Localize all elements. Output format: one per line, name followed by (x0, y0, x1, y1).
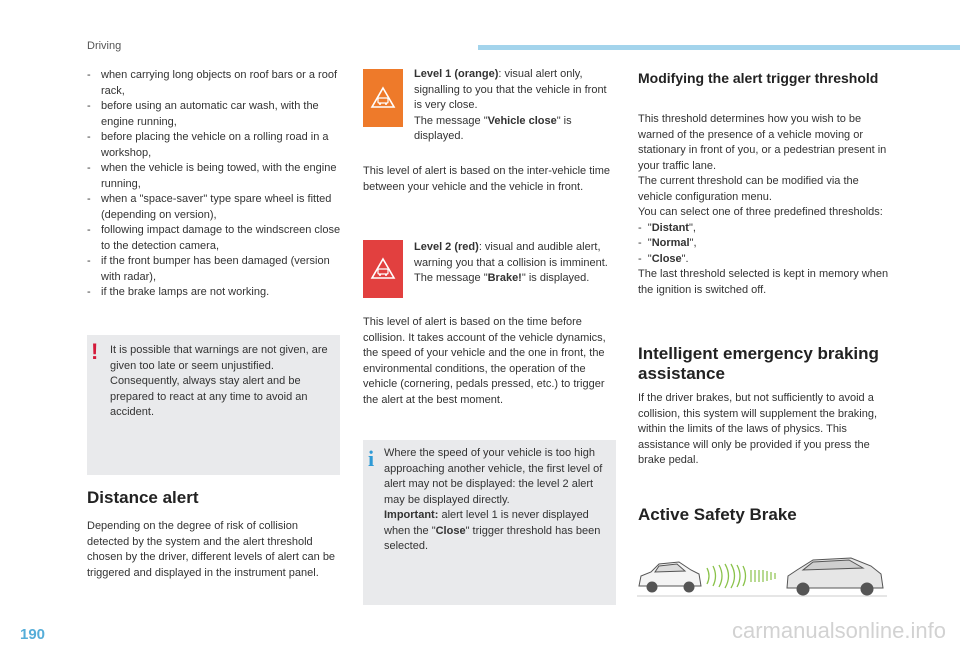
section-title: Driving (87, 40, 122, 52)
level1-alert-image (363, 69, 403, 127)
info-important-label: Important: (384, 509, 439, 521)
threshold-close: Close (651, 252, 682, 265)
info-important-pre: alert level 1 is never displayed when the " (384, 509, 589, 537)
distance-alert-text: Depending on the degree of risk of collision detected by the system and the alert threshold chosen by the driver, different levels of alert can be triggered and displayed in the instrument panel. (87, 520, 336, 579)
info-box (363, 440, 616, 605)
threshold-item: - "Normal", (638, 237, 697, 249)
modify-p4: The last threshold selected is kept in memory when the ignition is switched off. (638, 268, 889, 296)
list-item: - before using an automatic car wash, with the engine running, (87, 99, 347, 130)
level1-desc: : visual alert only, signalling to you that the vehicle in front is very close. (414, 68, 607, 111)
level2-desc: : visual and audible alert, warning you that a collision is imminent. (414, 241, 608, 269)
threshold-suffix: ", (688, 221, 696, 234)
level1-msg-value: Vehicle close (487, 114, 557, 127)
list-item: - when a "space-saver" type spare wheel is fitted (depending on version), (87, 192, 347, 223)
level1-msg-pre: The message " (414, 114, 488, 127)
list-item: - when the vehicle is being towed, with the engine running, (87, 161, 347, 192)
threshold-suffix: ". (681, 252, 689, 265)
info-important-value: Close (435, 524, 466, 537)
watermark: carmanualsonline.info (731, 618, 946, 643)
level2-alert-image (363, 240, 403, 298)
level2-description (414, 240, 609, 287)
threshold-normal: Normal (651, 237, 690, 249)
modify-threshold-heading: Modifying the alert trigger threshold (638, 70, 879, 86)
info-text (384, 446, 609, 555)
vehicle-front-icon (639, 562, 701, 592)
info-icon: i (368, 446, 375, 471)
collision-warning-icon (370, 85, 396, 111)
collision-warning-icon (370, 256, 396, 282)
level1-label: Level 1 (orange) (414, 68, 499, 80)
list-item: - before placing the vehicle on a rolling road in a workshop, (87, 130, 347, 161)
info-important-post: " trigger threshold has been selected. (384, 524, 601, 552)
modify-p1: This threshold determines how you wish to be warned of the presence of a vehicle moving or stationary in front of you, or a pedestrian present in your traffic lane. (638, 113, 887, 172)
distance-markers (751, 570, 775, 582)
level2-msg-value: Brake! (487, 272, 522, 284)
modify-threshold-text (638, 112, 893, 298)
warning-box (87, 335, 340, 475)
intelligent-braking-heading: Intelligent emergency braking assistance (638, 344, 879, 383)
distance-alert-heading: Distance alert (87, 488, 199, 507)
active-safety-brake-diagram (637, 552, 887, 600)
info-text-main: Where the speed of your vehicle is too high approaching another vehicle, the first level of alert may not be displayed: the level 2 alert may be displayed directly. (384, 447, 603, 506)
list-item: - when carrying long objects on roof bars or a roof rack, (87, 68, 347, 99)
list-item: - following impact damage to the windscreen close to the detection camera, (87, 223, 347, 254)
modify-p3: You can select one of three predefined thresholds: (638, 206, 883, 218)
level1-note: This level of alert is based on the inter-vehicle time between your vehicle and the vehicle in front. (363, 165, 611, 193)
level1-description (414, 67, 609, 145)
threshold-item: - "Close". (638, 252, 689, 265)
modify-p2: The current threshold can be modified via the vehicle configuration menu. (638, 175, 859, 203)
radar-waves-icon (707, 564, 746, 588)
warning-text: It is possible that warnings are not given, are given too late or seem unjustified. Consequently, always stay alert and be prepared to react at any time to avoid an accident. (110, 344, 328, 418)
page-number: 190 (20, 626, 46, 643)
level2-note: This level of alert is based on the time before collision. It takes account of the vehicle dynamics, the speed of your vehicle and the one in front, the environmental conditions, the operation of the vehicle (cornering, pedals pressed, etc.) to trigger the alert at the best moment. (363, 316, 606, 406)
level1-msg-post: " is displayed. (414, 114, 572, 142)
header-bar (478, 45, 960, 50)
list-item: - if the front bumper has been damaged (version with radar), (87, 254, 347, 285)
exclamation-icon: ! (91, 339, 99, 364)
level2-msg-pre: The message " (414, 272, 488, 284)
level2-msg-post: " is displayed. (521, 272, 590, 284)
threshold-suffix: ", (689, 237, 697, 249)
intelligent-braking-text: If the driver brakes, but not sufficiently to avoid a collision, this system will supplement the braking, within the limits of the laws of physics. This assistance will only be provided if you press the brake pedal. (638, 392, 878, 466)
level2-label: Level 2 (red) (414, 241, 479, 253)
active-safety-brake-heading: Active Safety Brake (638, 505, 797, 524)
list-item: - if the brake lamps are not working. (87, 285, 347, 301)
bullet-list (87, 68, 347, 301)
vehicle-ahead-icon (787, 558, 883, 595)
threshold-item: - "Distant", (638, 221, 696, 234)
threshold-distant: Distant (651, 221, 689, 234)
